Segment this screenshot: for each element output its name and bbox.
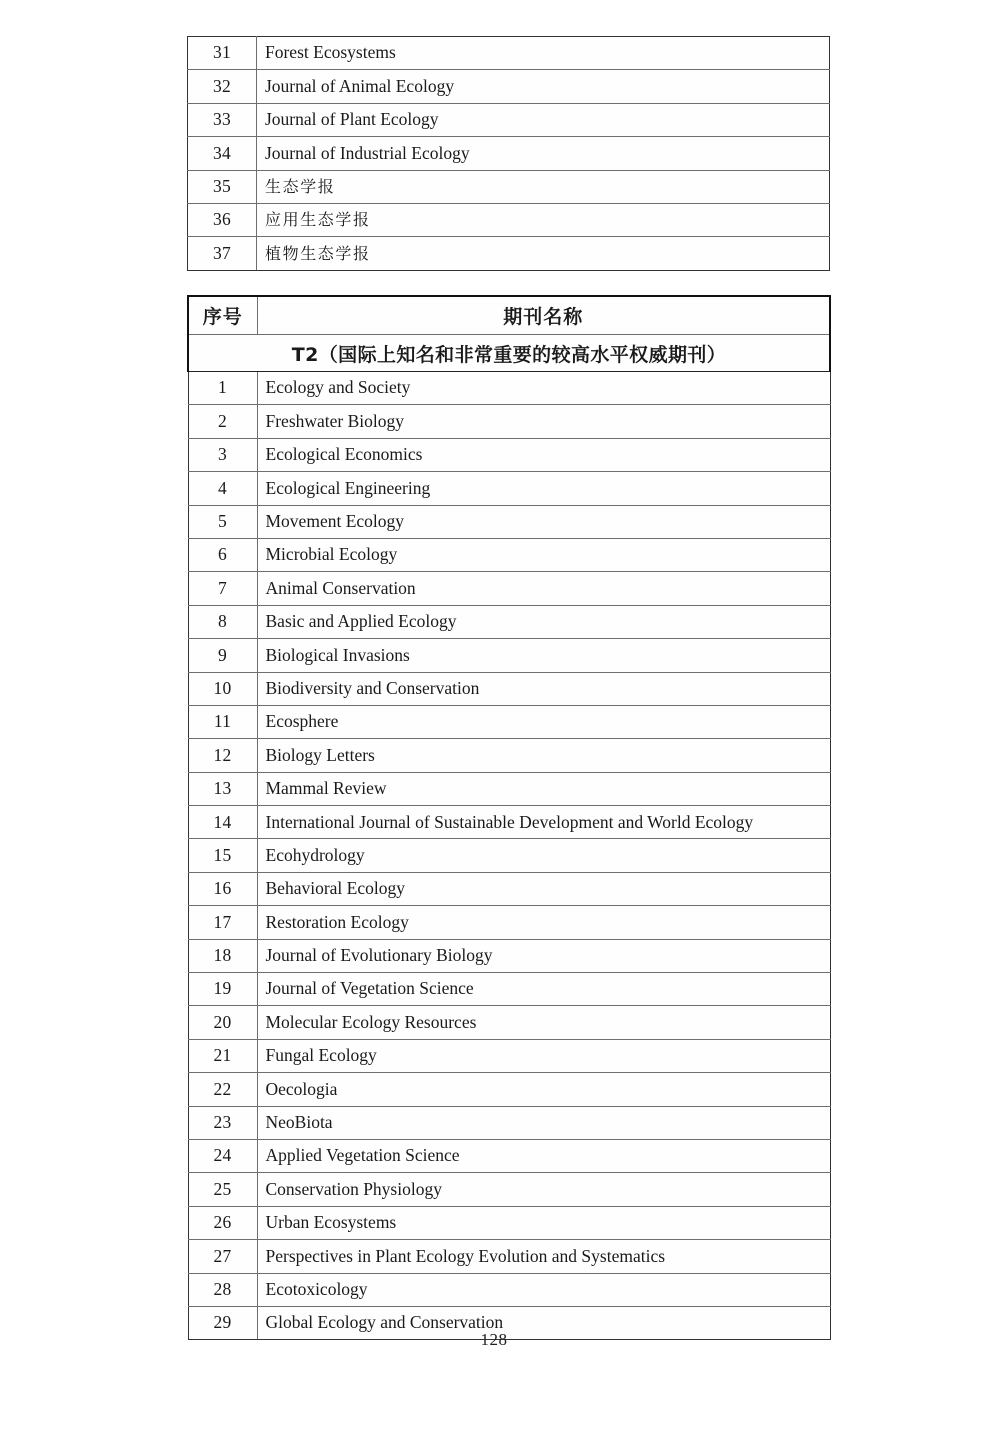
table-row (188, 37, 830, 70)
row-number-cell: 6 (188, 538, 257, 571)
row-number-cell: 18 (188, 939, 257, 972)
table-row (188, 438, 830, 471)
t2-table-body (188, 372, 830, 1340)
table-row (188, 372, 830, 405)
journal-name-cell: 植物生态学报 (257, 237, 830, 270)
table-row (188, 170, 830, 203)
row-number-cell: 22 (188, 1073, 257, 1106)
row-number-cell: 23 (188, 1106, 257, 1139)
table-row (188, 237, 830, 270)
journal-name-cell: Restoration Ecology (257, 906, 830, 939)
row-number-cell: 11 (188, 705, 257, 738)
table-row (188, 1139, 830, 1172)
journal-name-cell: Global Ecology and Conservation (257, 1306, 830, 1339)
row-number-cell: 31 (188, 37, 257, 70)
journal-name-cell: Mammal Review (257, 772, 830, 805)
row-number-cell: 28 (188, 1273, 257, 1306)
journal-name-cell: Microbial Ecology (257, 538, 830, 571)
row-number-cell: 16 (188, 872, 257, 905)
journal-name-cell: Perspectives in Plant Ecology Evolution and Systematics (257, 1240, 830, 1273)
row-number-cell: 12 (188, 739, 257, 772)
journal-name-cell: Behavioral Ecology (257, 872, 830, 905)
table-row (188, 973, 830, 1006)
table-row (188, 872, 830, 905)
table-row (188, 1240, 830, 1273)
journal-name-cell: Forest Ecosystems (257, 37, 830, 70)
journal-name-cell: Animal Conservation (257, 572, 830, 605)
journal-name-cell: Basic and Applied Ecology (257, 605, 830, 638)
table-row (188, 572, 830, 605)
table-row (188, 839, 830, 872)
row-number-cell: 29 (188, 1306, 257, 1339)
table-row (188, 472, 830, 505)
journal-name-cell: Ecosphere (257, 705, 830, 738)
row-number-cell: 19 (188, 973, 257, 1006)
journal-name-cell: Fungal Ecology (257, 1039, 830, 1072)
table-row (188, 405, 830, 438)
journal-table-t2 (187, 295, 831, 1340)
row-number-cell: 15 (188, 839, 257, 872)
journal-name-cell: Journal of Vegetation Science (257, 973, 830, 1006)
category-label: T2（国际上知名和非常重要的较高水平权威期刊） (188, 335, 830, 372)
table-row (188, 1273, 830, 1306)
row-number-cell: 9 (188, 639, 257, 672)
table-row (188, 538, 830, 571)
journal-name-cell: Biological Invasions (257, 639, 830, 672)
table-row (188, 1173, 830, 1206)
table-row (188, 70, 830, 103)
row-number-cell: 27 (188, 1240, 257, 1273)
header-cell-no: 序号 (188, 296, 257, 335)
category-band-row (188, 335, 830, 372)
row-number-cell: 20 (188, 1006, 257, 1039)
journal-table-continuation (187, 36, 830, 271)
table-row (188, 772, 830, 805)
table-row (188, 203, 830, 236)
row-number-cell: 7 (188, 572, 257, 605)
t2-table-header (188, 296, 830, 372)
journal-name-cell: Journal of Industrial Ecology (257, 137, 830, 170)
row-number-cell: 37 (188, 237, 257, 270)
row-number-cell: 1 (188, 372, 257, 405)
row-number-cell: 10 (188, 672, 257, 705)
table-row (188, 605, 830, 638)
table-row (188, 806, 830, 839)
table-row (188, 906, 830, 939)
table-row (188, 672, 830, 705)
row-number-cell: 5 (188, 505, 257, 538)
journal-name-cell: NeoBiota (257, 1106, 830, 1139)
journal-name-cell: Journal of Evolutionary Biology (257, 939, 830, 972)
journal-name-cell: Biodiversity and Conservation (257, 672, 830, 705)
journal-name-cell: Ecotoxicology (257, 1273, 830, 1306)
row-number-cell: 26 (188, 1206, 257, 1239)
table-row (188, 739, 830, 772)
row-number-cell: 24 (188, 1139, 257, 1172)
journal-name-cell: Ecological Engineering (257, 472, 830, 505)
row-number-cell: 3 (188, 438, 257, 471)
row-number-cell: 25 (188, 1173, 257, 1206)
journal-name-cell: Urban Ecosystems (257, 1206, 830, 1239)
table-row (188, 705, 830, 738)
journal-name-cell: Oecologia (257, 1073, 830, 1106)
table-row (188, 1039, 830, 1072)
table-row (188, 505, 830, 538)
journal-name-cell: Ecology and Society (257, 372, 830, 405)
journal-name-cell: Applied Vegetation Science (257, 1139, 830, 1172)
row-number-cell: 8 (188, 605, 257, 638)
row-number-cell: 14 (188, 806, 257, 839)
header-cell-journal: 期刊名称 (257, 296, 830, 335)
journal-name-cell: Journal of Plant Ecology (257, 103, 830, 136)
table-row (188, 137, 830, 170)
row-number-cell: 2 (188, 405, 257, 438)
journal-name-cell: Conservation Physiology (257, 1173, 830, 1206)
table-row (188, 1106, 830, 1139)
row-number-cell: 36 (188, 203, 257, 236)
table-row (188, 939, 830, 972)
page-number: 128 (480, 1330, 508, 1349)
row-number-cell: 32 (188, 70, 257, 103)
row-number-cell: 33 (188, 103, 257, 136)
header-row (188, 296, 830, 335)
journal-name-cell: International Journal of Sustainable Development and World Ecology (257, 806, 830, 839)
row-number-cell: 21 (188, 1039, 257, 1072)
continuation-table-body (188, 37, 830, 271)
journal-name-cell: 应用生态学报 (257, 203, 830, 236)
row-number-cell: 17 (188, 906, 257, 939)
row-number-cell: 35 (188, 170, 257, 203)
journal-name-cell: Freshwater Biology (257, 405, 830, 438)
journal-name-cell: Molecular Ecology Resources (257, 1006, 830, 1039)
row-number-cell: 4 (188, 472, 257, 505)
journal-name-cell: Biology Letters (257, 739, 830, 772)
journal-name-cell: Journal of Animal Ecology (257, 70, 830, 103)
row-number-cell: 34 (188, 137, 257, 170)
table-row (188, 1006, 830, 1039)
journal-name-cell: 生态学报 (257, 170, 830, 203)
table-row (188, 1206, 830, 1239)
journal-name-cell: Movement Ecology (257, 505, 830, 538)
table-row (188, 103, 830, 136)
table-row (188, 639, 830, 672)
journal-name-cell: Ecohydrology (257, 839, 830, 872)
row-number-cell: 13 (188, 772, 257, 805)
journal-name-cell: Ecological Economics (257, 438, 830, 471)
table-row (188, 1073, 830, 1106)
